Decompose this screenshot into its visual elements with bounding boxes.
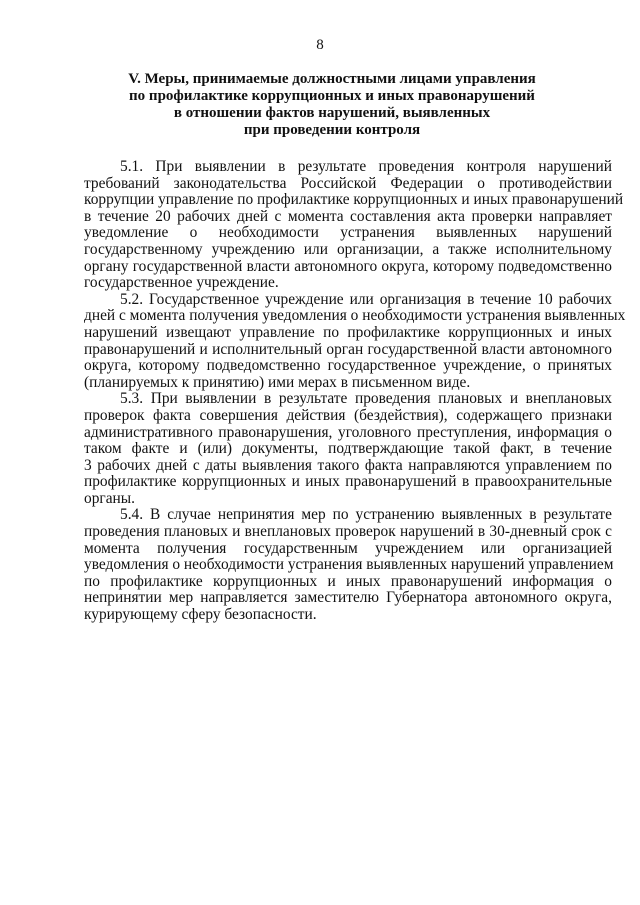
paragraph-line: в течение 20 рабочих дней с момента составления акта проверки направляет (84, 207, 612, 225)
paragraph-4 (84, 507, 612, 623)
paragraph-line: государственному учреждению или организации, а также исполнительному (84, 240, 612, 258)
paragraph-line: нарушений извещают управление по профилактике коррупционных и иных (84, 323, 612, 341)
heading-line: при проведении контроля (243, 122, 421, 138)
paragraph-line: непринятии мер направляется заместителю Губернатора автономного округа, (84, 589, 612, 607)
paragraph-line: правонарушений и исполнительный орган государственной власти автономного (84, 340, 612, 358)
paragraph-line: проведения плановых и внеплановых проверок нарушений в 30-дневный срок с (84, 523, 612, 541)
paragraph-line: коррупции управление по профилактике коррупционных и иных правонарушений (84, 191, 624, 209)
paragraph-line: (планируемых к принятию) ими мерах в письменном виде. (84, 373, 471, 391)
paragraph-line: органу государственной власти автономного округа, которому подведомственно (84, 257, 612, 275)
paragraph-1 (84, 158, 624, 292)
paragraph-line: курирующему сферу безопасности. (84, 606, 317, 624)
paragraph-line: требований законодательства Российской Федерации о противодействии (84, 174, 612, 192)
section-heading (80, 71, 584, 139)
paragraph-line: уведомление о необходимости устранения выявленных нарушений (84, 224, 612, 242)
paragraph-line: дней с момента получения уведомления о необходимости устранения выявленных (84, 307, 626, 325)
paragraph-line: по профилактике коррупционных и иных правонарушений информация о (84, 572, 612, 590)
paragraph-line: уведомления о необходимости устранения выявленных нарушений управлением (84, 556, 614, 574)
paragraph-line: 3 рабочих дней с даты выявления такого факта направляются управлением по (84, 456, 612, 474)
paragraph-line: государственное учреждение. (84, 274, 279, 292)
heading-line: по профилактике коррупционных и иных правонарушений (129, 88, 535, 104)
paragraph-line: органы. (84, 489, 135, 507)
body-text (84, 158, 626, 624)
paragraph-2 (84, 290, 626, 392)
heading-line: V. Меры, принимаемые должностными лицами управления (128, 71, 536, 87)
heading-line: в отношении фактов нарушений, выявленных (173, 105, 491, 121)
paragraph-line: проверок факта совершения действия (бездействия), содержащего признаки (84, 406, 612, 424)
paragraph-line: 5.4. В случае непринятия мер по устранению выявленных в результате (120, 506, 612, 524)
paragraph-line: 5.3. При выявлении в результате проведения плановых и внеплановых (120, 390, 612, 408)
page-number: 8 (316, 37, 324, 53)
paragraph-line: административного правонарушения, уголовного преступления, информация о (84, 423, 612, 441)
paragraph-line: 5.2. Государственное учреждение или организация в течение 10 рабочих (120, 290, 612, 308)
paragraph-line: округа, которому подведомственно государственное учреждение, о принятых (84, 357, 612, 375)
paragraph-3 (84, 391, 612, 507)
paragraph-line: таком факте и (или) документы, подтверждающие такой факт, в течение (84, 440, 612, 458)
paragraph-line: момента получения государственным учреждением или организацией (84, 539, 612, 557)
paragraph-line: 5.1. При выявлении в результате проведения контроля нарушений (120, 158, 612, 175)
paragraph-line: профилактике коррупционных и иных правонарушений в правоохранительные (84, 473, 612, 491)
